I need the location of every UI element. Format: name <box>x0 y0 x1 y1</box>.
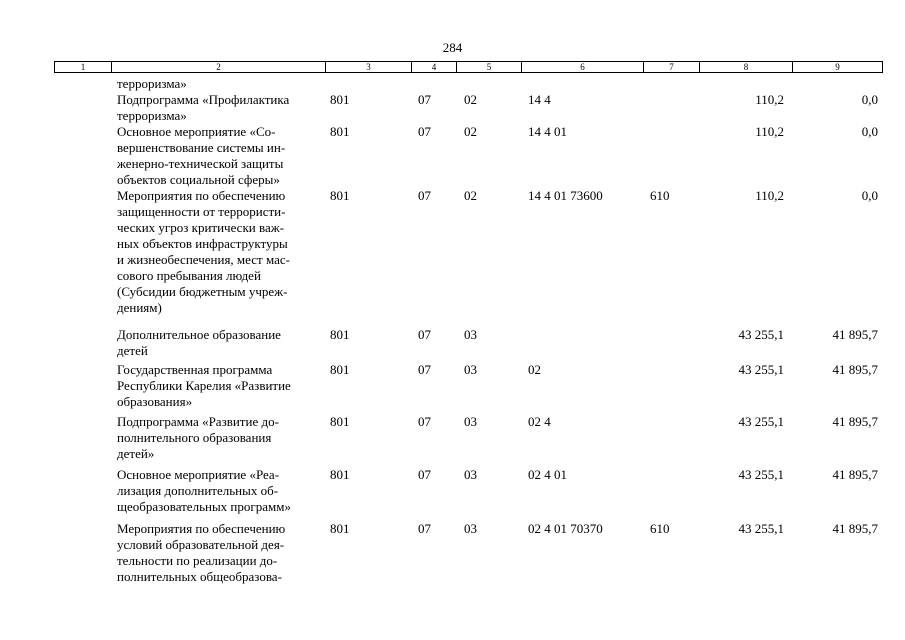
row-name: Мероприятия по обеспечению защищенности от террористи- ческих угроз критически важ- ных объектов инфраструктуры и жизнеобеспечения, мест мас- сового пребывания людей (Субсидии бюджетным учреж- дениям) <box>117 188 290 315</box>
row-amount-1: 110,2 <box>755 188 784 203</box>
row-section-code: 07 <box>418 327 431 342</box>
budget-table-body <box>0 76 905 587</box>
row-name: Основное мероприятие «Реа- лизация дополнительных об- щеобразовательных программ» <box>117 467 291 514</box>
table-row <box>0 327 905 362</box>
row-subsection-code: 02 <box>464 124 477 139</box>
row-target-code: 14 4 <box>528 92 551 107</box>
row-ministry-code: 801 <box>330 362 350 377</box>
row-ministry-code: 801 <box>330 521 350 536</box>
row-amount-2: 41 895,7 <box>832 327 878 342</box>
row-ministry-code: 801 <box>330 327 350 342</box>
column-header-4: 4 <box>412 62 457 73</box>
row-section-code: 07 <box>418 414 431 429</box>
row-expense-type: 610 <box>650 188 670 203</box>
row-amount-1: 110,2 <box>755 92 784 107</box>
row-name: Дополнительное образование детей <box>117 327 281 358</box>
row-name: Основное мероприятие «Со- вершенствование системы ин- женерно-технической защиты объектов социальной сферы» <box>117 124 286 187</box>
row-amount-2: 41 895,7 <box>832 362 878 377</box>
row-target-code: 02 4 01 <box>528 467 567 482</box>
row-section-code: 07 <box>418 362 431 377</box>
table-row <box>0 188 905 327</box>
row-target-code: 02 <box>528 362 541 377</box>
row-amount-1: 43 255,1 <box>738 414 784 429</box>
row-subsection-code: 03 <box>464 467 477 482</box>
row-name: Мероприятия по обеспечению условий образовательной дея- тельности по реализации до- полнительных общеобразова- <box>117 521 286 584</box>
row-subsection-code: 03 <box>464 327 477 342</box>
table-row <box>0 414 905 467</box>
row-amount-2: 41 895,7 <box>832 467 878 482</box>
row-section-code: 07 <box>418 92 431 107</box>
row-subsection-code: 03 <box>464 521 477 536</box>
row-amount-2: 0,0 <box>861 92 878 107</box>
row-section-code: 07 <box>418 188 431 203</box>
row-amount-1: 43 255,1 <box>738 521 784 536</box>
row-name: Государственная программа Республики Карелия «Развитие образования» <box>117 362 291 409</box>
table-row <box>0 521 905 587</box>
row-subsection-code: 03 <box>464 362 477 377</box>
row-target-code: 14 4 01 <box>528 124 567 139</box>
table-row <box>0 362 905 414</box>
table-row <box>0 467 905 521</box>
column-header-9: 9 <box>793 62 883 73</box>
row-target-code: 14 4 01 73600 <box>528 188 603 203</box>
column-header-7: 7 <box>644 62 700 73</box>
column-header-6: 6 <box>522 62 644 73</box>
row-section-code: 07 <box>418 124 431 139</box>
row-name: Подпрограмма «Развитие до- полнительного образования детей» <box>117 414 279 461</box>
row-section-code: 07 <box>418 521 431 536</box>
table-row <box>0 76 905 92</box>
row-expense-type: 610 <box>650 521 670 536</box>
row-target-code: 02 4 <box>528 414 551 429</box>
column-header-5: 5 <box>457 62 522 73</box>
column-header-3: 3 <box>326 62 412 73</box>
row-amount-1: 110,2 <box>755 124 784 139</box>
column-header-1: 1 <box>55 62 112 73</box>
column-header-2: 2 <box>112 62 326 73</box>
row-amount-2: 0,0 <box>861 188 878 203</box>
row-ministry-code: 801 <box>330 124 350 139</box>
row-amount-2: 41 895,7 <box>832 414 878 429</box>
table-row <box>0 124 905 188</box>
row-ministry-code: 801 <box>330 414 350 429</box>
row-amount-1: 43 255,1 <box>738 467 784 482</box>
row-amount-2: 41 895,7 <box>832 521 878 536</box>
row-subsection-code: 03 <box>464 414 477 429</box>
row-amount-1: 43 255,1 <box>738 362 784 377</box>
row-name: Подпрограмма «Профилактика терроризма» <box>117 92 290 123</box>
row-subsection-code: 02 <box>464 188 477 203</box>
row-ministry-code: 801 <box>330 467 350 482</box>
row-amount-2: 0,0 <box>861 124 878 139</box>
row-amount-1: 43 255,1 <box>738 327 784 342</box>
column-header-8: 8 <box>700 62 793 73</box>
row-ministry-code: 801 <box>330 188 350 203</box>
row-section-code: 07 <box>418 467 431 482</box>
row-subsection-code: 02 <box>464 92 477 107</box>
page-number: 284 <box>442 40 463 55</box>
row-ministry-code: 801 <box>330 92 350 107</box>
row-name: терроризма» <box>117 76 187 91</box>
row-target-code: 02 4 01 70370 <box>528 521 603 536</box>
table-row <box>0 92 905 124</box>
column-header-table <box>54 61 883 73</box>
